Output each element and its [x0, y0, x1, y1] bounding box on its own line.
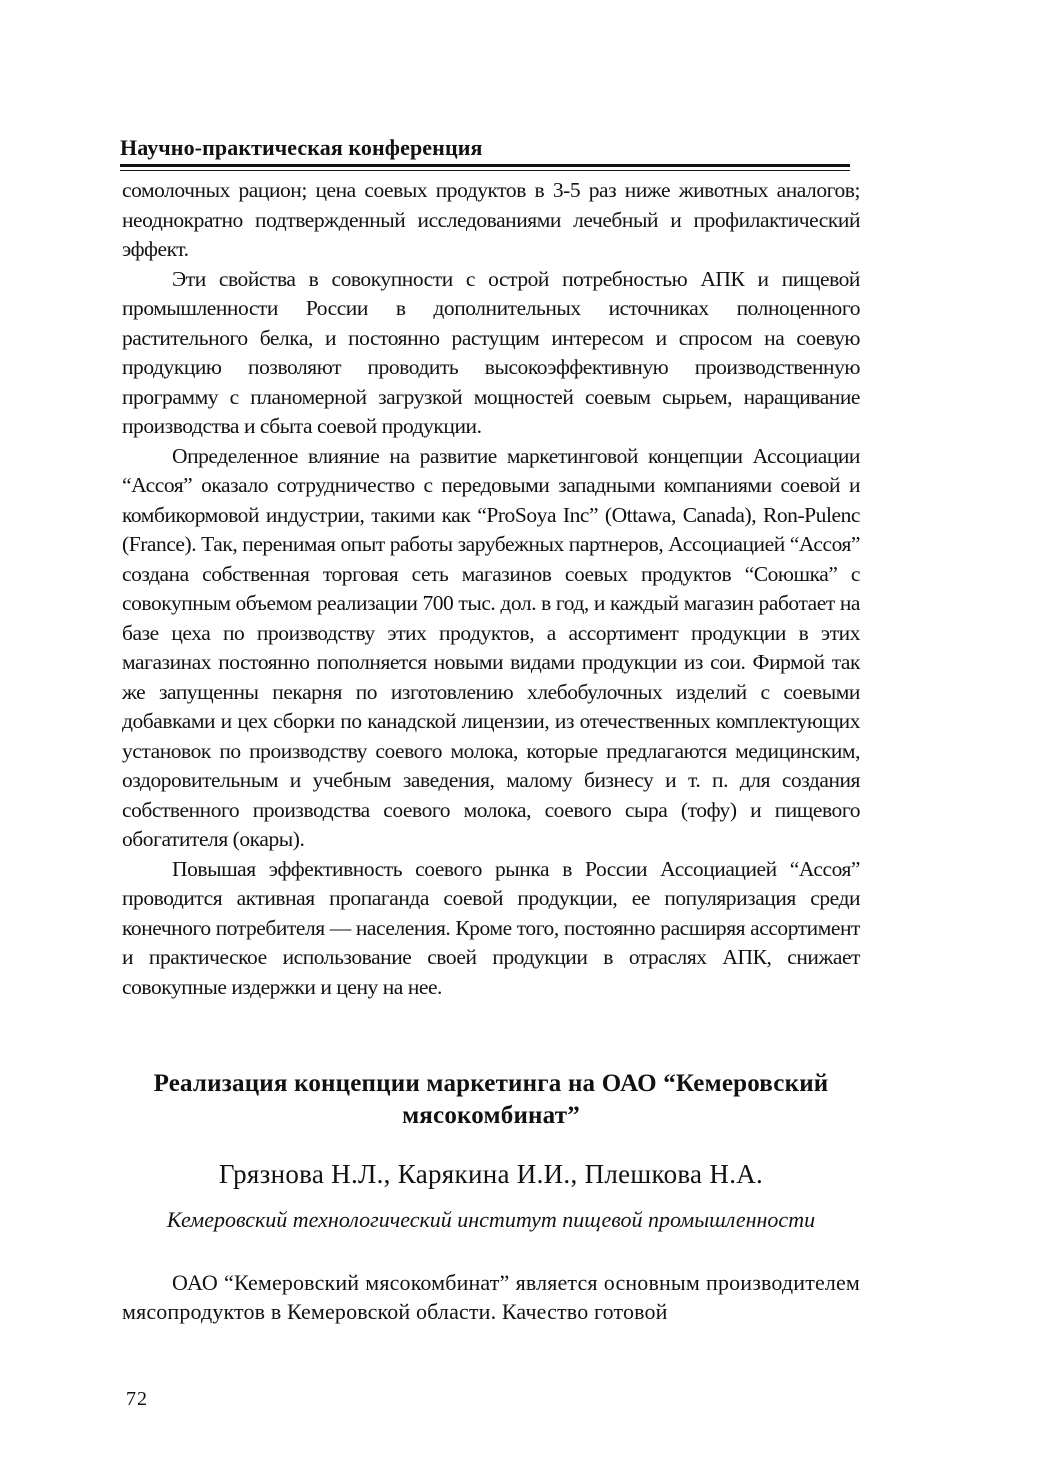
page-number: 72	[126, 1388, 148, 1410]
paragraph: Эти свойства в совокупности с острой потребностью АПК и пищевой промышленности России в дополнительных источниках полноценного растительного белка, и постоянно растущим интересом и спросом на соевую продукцию позволяют проводить высокоэффективную производственную программу с планомерной загрузкой мощностей соевым сырьем, наращивание производства и сбыта соевой продукции.	[122, 266, 860, 438]
article-authors: Грязнова Н.Л., Карякина И.И., Плешкова Н.А.	[218, 1159, 764, 1189]
article	[122, 1068, 860, 1326]
header-rule	[120, 164, 850, 167]
previous-article-text	[122, 176, 860, 1002]
paragraph-continuation: сомолочных рацион; цена соевых продуктов в 3-5 раз ниже животных аналогов; неоднократно подтвержденный исследованиями лечебный и профилактический эффект.	[122, 178, 860, 261]
running-header: Научно-практическая конференция	[120, 135, 483, 160]
paragraph: Повышая эффективность соевого рынка в России Ассоциацией “Ассоя” проводится активная пропаганда соевой продукции, ее популяризация среди конечного потребителя — населения. Кроме того, постоянно расширяя ассортимент и практическое использование своей продукции в отраслях АПК, снижает совокупные издержки и цену на нее.	[122, 856, 860, 999]
article-title: Реализация концепции маркетинга на ОАО “Кемеровский мясокомбинат”	[153, 1070, 829, 1129]
header-rule-secondary	[120, 170, 850, 171]
article-affiliation: Кемеровский технологический институт пищевой промышленности	[166, 1207, 816, 1232]
article-first-paragraph: ОАО “Кемеровский мясокомбинат” является основным производителем мясопродуктов в Кемеровской области. Качество готовой	[122, 1270, 860, 1324]
paragraph: Определенное влияние на развитие маркетинговой концепции Ассоциации “Ассоя” оказало сотрудничество с передовыми западными компаниями соевой и комбикормовой индустрии, такими как “ProSoya Inc” (Ottawa, Canada), Ron-Pulenc (France). Так, перенимая опыт работы зарубежных партнеров, Ассоциацией “Ассоя” создана собственная торговая сеть магазинов соевых продуктов “Союшка” с совокупным объемом реализации 700 тыс. дол. в год, и каждый магазин работает на базе цеха по производству этих продуктов, а ассортимент продукции в этих магазинах постоянно пополняется новыми видами продукции из сои. Фирмой так же запущенны пекарня по изготовлению хлебобулочных изделий с соевыми добавками и цех сборки по канадской лицензии, из отечественных комплектующих установок по производству соевого молока, которые предлагаются медицинским, оздоровительным и учебным заведения, малому бизнесу и т. п. для создания собственного производства соевого молока, соевого сыра (тофу) и пищевого обогатителя (окары).	[122, 443, 860, 851]
